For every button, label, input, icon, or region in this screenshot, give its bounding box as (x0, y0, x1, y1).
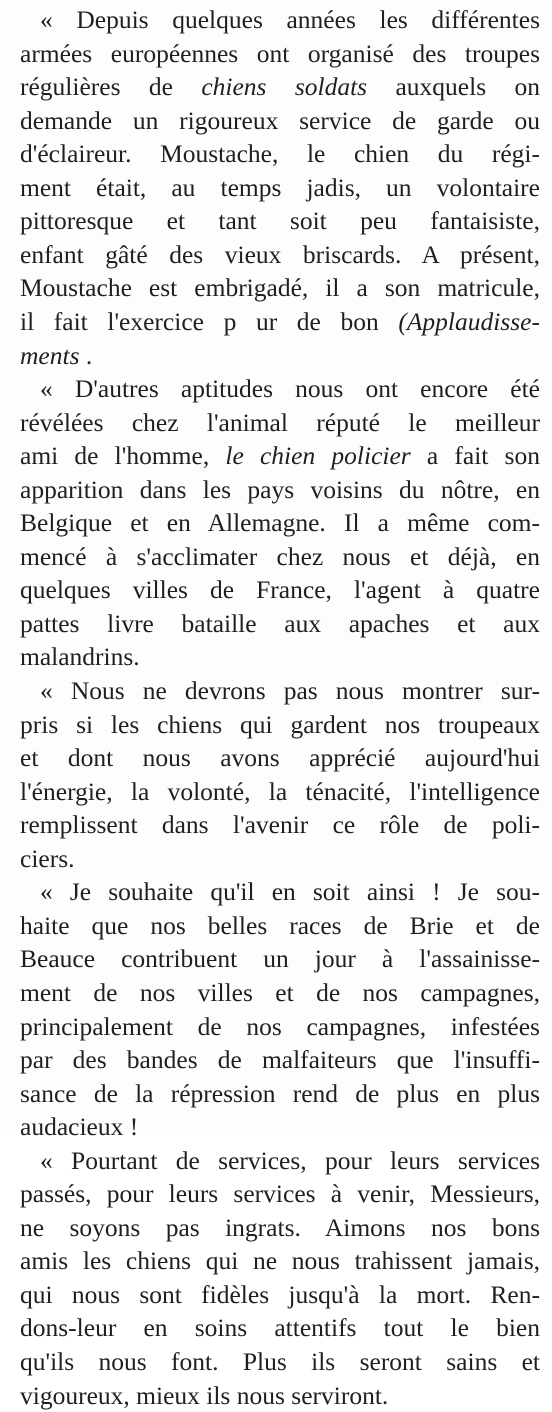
text-run: demande un rigoureux service de garde ou (20, 105, 540, 135)
text-line (20, 473, 540, 506)
text-line (20, 305, 540, 338)
text-run: d'éclaireur. Moustache, le chien du régi- (20, 139, 540, 169)
text-line (20, 137, 540, 170)
text-line (20, 1244, 540, 1277)
text-line (20, 1379, 540, 1412)
text-run: régulières de (20, 72, 202, 102)
text-line (20, 540, 540, 573)
text-run: Moustache est embrigadé, il a son matricule, (20, 273, 540, 303)
text-run: ami de l'homme, (20, 441, 226, 471)
text-line (20, 942, 540, 975)
text-run: enfant gâté des vieux briscards. A présent, (20, 239, 540, 269)
text-run: Beauce contribuent un jour à l'assainisse- (20, 944, 540, 974)
text-line (20, 37, 540, 70)
text-run: « Nous ne devrons pas nous montrer sur- (40, 676, 540, 705)
text-run: sance de la répression rend de plus en plus (20, 1078, 540, 1108)
italic-run: le chien policier (225, 441, 411, 471)
text-run: « D'autres aptitudes nous ont encore été (40, 374, 540, 404)
text-run: apparition dans les pays voisins du nôtre, en (20, 474, 540, 504)
text-line (20, 204, 540, 237)
text-run: « Pourtant de services, pour leurs services (40, 1145, 540, 1175)
text-line (20, 70, 540, 103)
text-line (20, 1077, 540, 1110)
text-run: principalement de nos campagnes, infestées (20, 1011, 540, 1041)
text-run: « Je souhaite qu'il en soit ainsi ! Je sou- (40, 877, 540, 907)
text-run: pattes livre bataille aux apaches et aux (20, 608, 540, 638)
text-run: passés, pour leurs services à venir, Messieurs, (20, 1179, 540, 1209)
text-run: ment était, au temps jadis, un volontaire (20, 172, 540, 202)
text-run: l'énergie, la volonté, la ténacité, l'intelligence (20, 776, 540, 806)
text-line (20, 1144, 540, 1177)
text-line (20, 607, 540, 640)
text-run: amis les chiens qui ne nous trahissent jamais, (20, 1246, 540, 1276)
text-run: pittoresque et tant soit peu fantaisiste, (20, 206, 540, 236)
italic-run: chiens soldats (201, 72, 368, 102)
text-run: ne soyons pas ingrats. Aimons nos bons (20, 1212, 540, 1242)
text-line (20, 1311, 540, 1344)
text-line (20, 1010, 540, 1043)
text-run: quelques villes de France, l'agent à quatre (20, 575, 540, 605)
text-run: « Depuis quelques années les différentes (40, 5, 540, 34)
text-run: vigoureux, mieux ils nous serviront. (20, 1380, 389, 1410)
text-line (20, 104, 540, 137)
text-line (20, 171, 540, 204)
text-run: mencé à s'acclimater chez nous et déjà, en (20, 541, 540, 571)
text-line (20, 674, 540, 707)
text-run: armées européennes ont organisé des troupes (20, 38, 540, 68)
text-run: dons-leur en soins attentifs tout le bien (20, 1313, 540, 1343)
text-line (20, 1211, 540, 1244)
text-line (20, 842, 540, 875)
text-run: qui nous sont fidèles jusqu'à la mort. Ren- (20, 1279, 540, 1309)
text-run: . (79, 340, 93, 370)
text-line (20, 1278, 540, 1311)
text-run: haite que nos belles races de Brie et de (20, 910, 540, 940)
text-run: ment de nos villes et de nos campagnes, (20, 977, 540, 1007)
italic-run: (Applaudisse- (398, 306, 540, 336)
text-line (20, 238, 540, 271)
text-run: il fait l'exercice p ur de bon (20, 306, 399, 336)
text-run: remplissent dans l'avenir ce rôle de poli- (20, 810, 540, 840)
text-line (20, 708, 540, 741)
text-line (20, 640, 540, 673)
text-run: a fait son (410, 441, 540, 471)
italic-run: ments (20, 340, 80, 370)
text-run: Belgique et en Allemagne. Il a même com- (20, 508, 540, 538)
text-line (20, 1110, 540, 1143)
text-run: et dont nous avons apprécié aujourd'hui (20, 743, 540, 773)
text-line (20, 339, 540, 372)
text-run: audacieux ! (20, 1112, 139, 1142)
text-line (20, 741, 540, 774)
text-line (20, 1043, 540, 1076)
text-line (20, 909, 540, 942)
text-line (20, 976, 540, 1009)
text-line (20, 406, 540, 439)
text-run: révélées chez l'animal réputé le meilleur (20, 407, 540, 437)
text-line (20, 1177, 540, 1210)
text-run: par des bandes de malfaiteurs que l'insuffi- (20, 1045, 540, 1075)
text-line (20, 372, 540, 405)
text-line (20, 271, 540, 304)
text-run: malandrins. (20, 642, 140, 672)
text-line (20, 439, 540, 472)
text-line (20, 808, 540, 841)
text-line (20, 506, 540, 539)
text-line (20, 775, 540, 808)
text-run: ciers. (20, 843, 75, 873)
text-line (20, 573, 540, 606)
text-line (20, 1345, 540, 1378)
text-line (20, 3, 540, 36)
text-run: qu'ils nous font. Plus ils seront sains et (20, 1347, 540, 1376)
text-line (20, 875, 540, 908)
text-run: pris si les chiens qui gardent nos troupeaux (20, 709, 540, 739)
text-run: auxquels on (367, 72, 540, 102)
